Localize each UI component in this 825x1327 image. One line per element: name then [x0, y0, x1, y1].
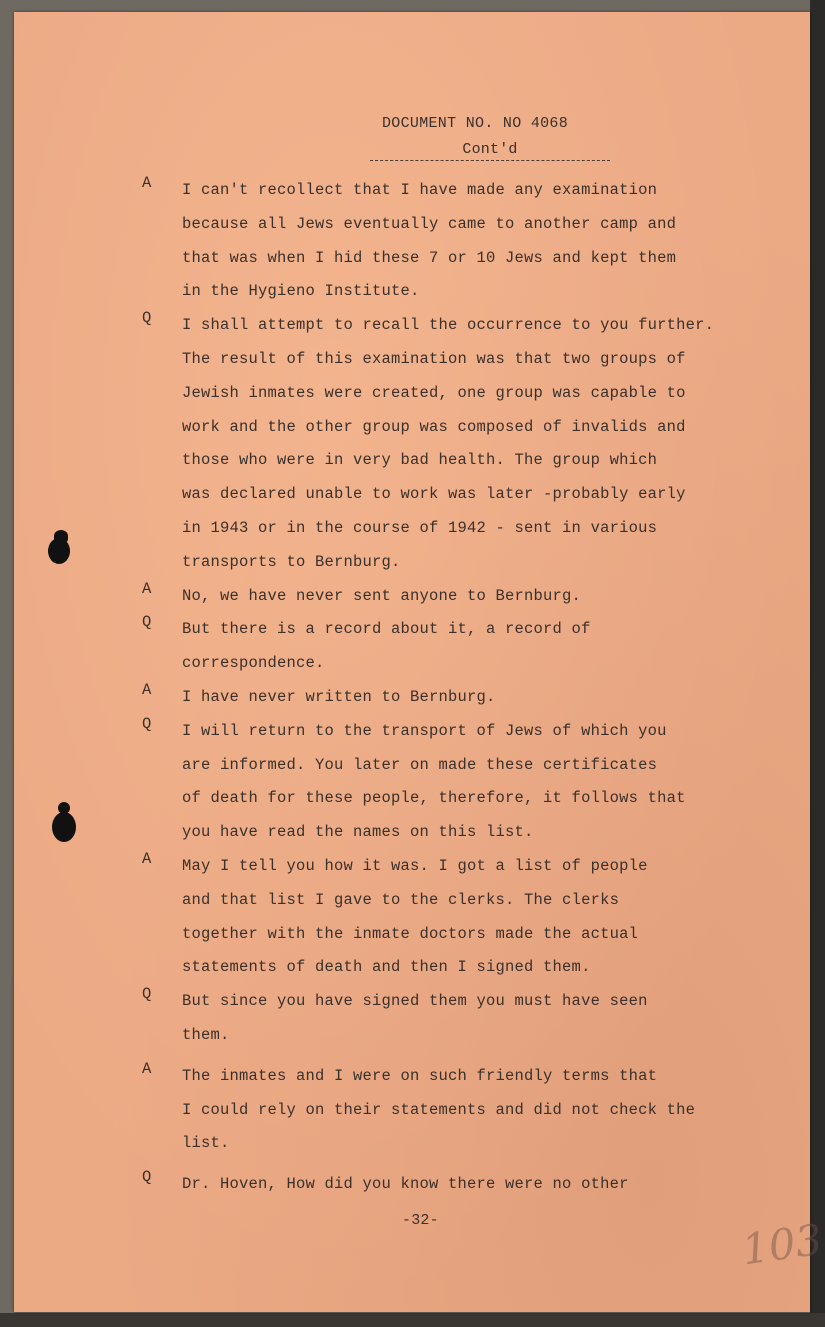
testimony-entry [128, 1060, 768, 1161]
text-line: Jewish inmates were created, one group was capable to [182, 383, 686, 402]
text-line: statements of death and then I signed them. [182, 958, 591, 977]
speaker-label: A [142, 680, 152, 699]
text-line: are informed. You later on made these certificates [182, 755, 658, 774]
page-number: -32- [402, 1212, 439, 1229]
text-line: because all Jews eventually came to another camp and [182, 214, 677, 233]
continued-label: Cont'd [370, 141, 610, 161]
testimony-entry [128, 850, 768, 985]
text-line: I can't recollect that I have made any examination [182, 181, 658, 199]
document-page [14, 12, 825, 1312]
text-line: I shall attempt to recall the occurrence to you further. [182, 316, 715, 335]
testimony-entry [128, 580, 768, 614]
text-line: The inmates and I were on such friendly terms that [182, 1066, 658, 1085]
text-line: I have never written to Bernburg. [182, 687, 496, 706]
testimony-entry [128, 309, 768, 579]
testimony-entry [128, 174, 768, 309]
testimony-body [128, 174, 768, 1202]
text-line: them. [182, 1025, 230, 1044]
speaker-label: A [142, 849, 152, 868]
testimony-entry [128, 613, 768, 681]
speaker-label: Q [142, 309, 152, 328]
text-line: of death for these people, therefore, it follows that [182, 789, 686, 808]
text-line: together with the inmate doctors made the actual [182, 924, 639, 943]
punch-hole-top [48, 538, 70, 564]
scanner-edge-bottom [0, 1313, 825, 1327]
speaker-label: A [142, 579, 152, 598]
speaker-label: Q [142, 714, 152, 733]
punch-hole-bottom [52, 812, 76, 842]
text-line: The result of this examination was that two groups of [182, 349, 686, 368]
testimony-entry [128, 1168, 768, 1202]
testimony-entry [128, 985, 768, 1053]
text-line: was declared unable to work was later -probably early [182, 485, 686, 504]
document-header [382, 115, 569, 158]
text-line: you have read the names on this list. [182, 823, 534, 842]
text-line: in the Hygieno Institute. [182, 282, 420, 301]
text-line: those who were in very bad health. The group which [182, 451, 658, 470]
testimony-entry [128, 681, 768, 715]
speaker-label: Q [142, 985, 152, 1004]
text-line: correspondence. [182, 654, 325, 673]
speaker-label: Q [142, 613, 152, 632]
speaker-label: Q [142, 1168, 152, 1187]
text-line: But since you have signed them you must have seen [182, 992, 648, 1011]
text-line: list. [182, 1134, 230, 1153]
text-line: Dr. Hoven, How did you know there were no other [182, 1175, 629, 1194]
document-number: DOCUMENT NO. NO 4068 [382, 115, 569, 132]
text-line: No, we have never sent anyone to Bernburg. [182, 586, 582, 605]
text-line: I could rely on their statements and did not check the [182, 1100, 696, 1119]
text-line: But there is a record about it, a record of [182, 620, 591, 639]
text-line: May I tell you how it was. I got a list of people [182, 856, 648, 875]
text-line: that was when I hid these 7 or 10 Jews and kept them [182, 248, 677, 267]
handwritten-folio-number: 103 [738, 1214, 825, 1275]
scanner-edge-right [810, 0, 825, 1327]
text-line: in 1943 or in the course of 1942 - sent in various [182, 518, 658, 537]
text-line: work and the other group was composed of invalids and [182, 417, 686, 436]
speaker-label: A [142, 1059, 152, 1078]
testimony-entry [128, 715, 768, 850]
text-line: transports to Bernburg. [182, 552, 401, 571]
speaker-label: A [142, 174, 152, 192]
text-line: and that list I gave to the clerks. The clerks [182, 890, 620, 909]
text-line: I will return to the transport of Jews of which you [182, 721, 667, 740]
